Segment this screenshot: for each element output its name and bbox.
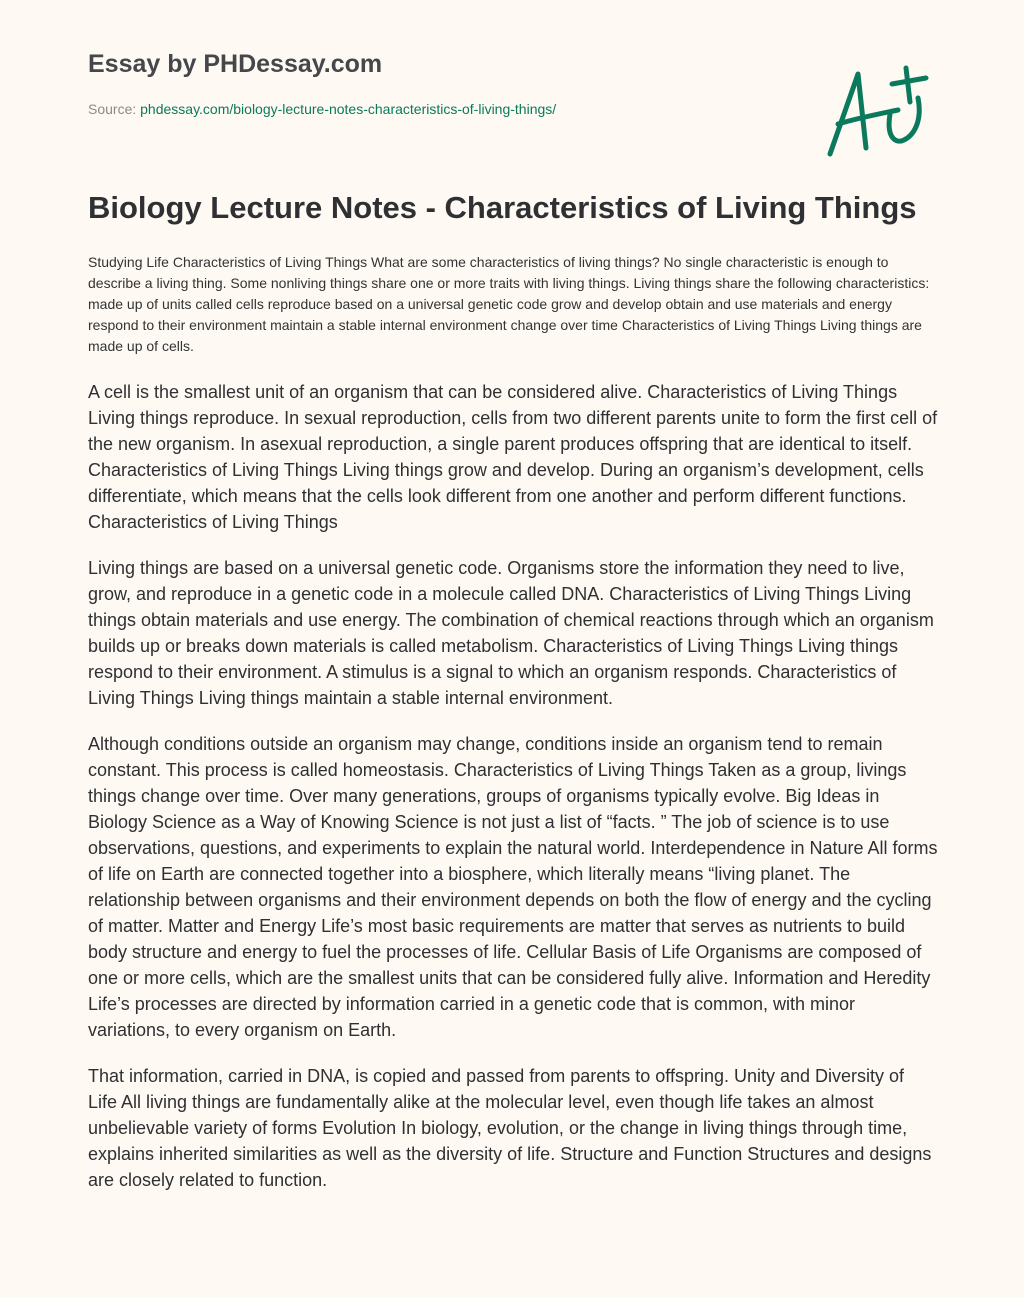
body-paragraph: Although conditions outside an organism may change, conditions inside an organism tend to remain constant. This process is called homeostasis. Characteristics of Living Things Taken as a group, livings things change over time. Over many generations, groups of organisms typically evolve. Big Ideas in Biology Science as a Way of Knowing Science is not just a list of “facts. ” The job of science is to use observations, questions, and experiments to explain the natural world. Interdependence in Nature All forms of life on Earth are connected together into a biosphere, which literally means “living planet. The relationship between organisms and their environment depends on both the flow of energy and the cycling of matter. Matter and Energy Life’s most basic requirements are matter that serves as nutrients to build body structure and energy to fuel the processes of life. Cellular Basis of Life Organisms are composed of one or more cells, which are the smallest units that can be considered fully alive. Information and Heredity Life’s processes are directed by information carried in a genetic code that is common, with minor variations, to every organism on Earth. [88,734,938,1040]
a-plus-logo-icon [818,62,930,162]
essay-body [88,252,938,1260]
intro-paragraph: Studying Life Characteristics of Living Things What are some characteristics of living things? No single characteristic is enough to describe a living thing. Some nonliving things share one or more traits with living things. Living things share the following characteristics: made up of units called cells reproduce based on a universal genetic code grow and develop obtain and use materials and energy respond to their environment maintain a stable internal environment change over time Characteristics of Living Things Living things are made up of cells. [88,254,930,354]
body-paragraph: A cell is the smallest unit of an organism that can be considered alive. Characteristics of Living Things Living things reproduce. In sexual reproduction, cells from two different parents unite to form the first cell of the new organism. In asexual reproduction, a single parent produces offspring that are identical to itself. Characteristics of Living Things Living things grow and develop. During an organism’s development, cells differentiate, which means that the cells look different from one another and perform different functions. Characteristics of Living Things [88,382,938,532]
body-paragraph: Living things are based on a universal genetic code. Organisms store the information they need to live, grow, and reproduce in a genetic code in a molecule called DNA. Characteristics of Living Things Living things obtain materials and use energy. The combination of chemical reactions through which an organism builds up or breaks down materials is called metabolism. Characteristics of Living Things Living things respond to their environment. A stimulus is a signal to which an organism responds. Characteristics of Living Things Living things maintain a stable internal environment. [88,558,934,708]
site-brand: Essay by PHDessay.com [88,50,383,78]
body-paragraph: That information, carried in DNA, is copied and passed from parents to offspring. Unity and Diversity of Life All living things are fundamentally alike at the molecular level, even though life takes an almost unbelievable variety of forms Evolution In biology, evolution, or the change in living things through time, explains inherited similarities as well as the diversity of life. Structure and Function Structures and designs are closely related to function. [88,1066,932,1190]
page-title: Biology Lecture Notes - Characteristics of Living Things [88,190,917,225]
source-line [88,101,556,117]
source-link[interactable]: phdessay.com/biology-lecture-notes-characteristics-of-living-things/ [140,101,557,117]
source-label: Source: [88,101,141,117]
